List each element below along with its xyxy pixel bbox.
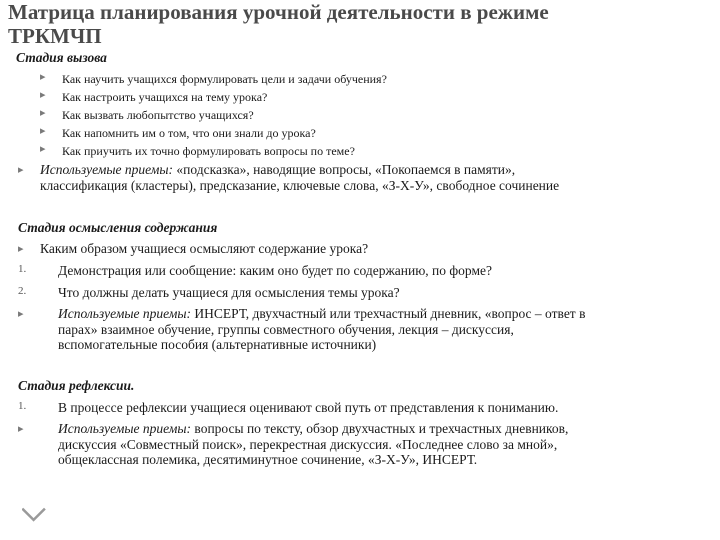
slide-title-line1: Матрица планирования урочной деятельности в режиме <box>8 0 549 24</box>
question-text: Как вызвать любопытство учащихся? <box>62 108 254 122</box>
item-text: Что должны делать учащиеся для осмысления темы урока? <box>58 285 400 300</box>
item-number: 2. <box>18 285 27 297</box>
triangle-bullet-icon: ▸ <box>18 423 24 435</box>
methods-line: ИНСЕРТ, двухчастный или трехчастный дневник, «вопрос – ответ в <box>191 306 586 321</box>
triangle-bullet-icon: ▸ <box>18 308 24 320</box>
triangle-bullet-icon: ▸ <box>18 243 24 255</box>
question-text: Как напомнить им о том, что они знали до урока? <box>62 126 316 140</box>
item-text: В процессе рефлексии учащиеся оценивают свой путь от представления к пониманию. <box>58 400 559 415</box>
triangle-bullet-icon: ▸ <box>40 89 46 101</box>
triangle-bullet-icon: ▸ <box>40 125 46 137</box>
methods-line: дискуссия «Совместный поиск», перекрестная дискуссия. «Последнее слово за мной», <box>58 436 558 452</box>
question-text: Каким образом учащиеся осмысляют содержание урока? <box>40 241 369 256</box>
methods-line: классификация (кластеры), предсказание, ключевые слова, «З-Х-У», свободное сочинение <box>40 177 560 193</box>
slide-title-line2: ТРКМЧП <box>8 24 102 48</box>
question-text: Как приучить их точно формулировать вопросы по теме? <box>62 144 355 158</box>
methods-text <box>58 421 718 468</box>
stage-comprehension-title: Стадия осмысления содержания <box>18 220 218 235</box>
item-number: 1. <box>18 400 27 412</box>
methods-line: вопросы по тексту, обзор двухчастных и трехчастных дневников, <box>191 421 569 436</box>
triangle-bullet-icon: ▸ <box>40 143 46 155</box>
methods-line: «подсказка», наводящие вопросы, «Покопаемся в памяти», <box>173 162 516 177</box>
methods-line: вспомогательные пособия (альтернативные источники) <box>58 337 377 352</box>
methods-line: парах» взаимное обучение, группы совместного обучения, лекция – дискуссия, <box>58 321 514 337</box>
corner-chevron-icon <box>22 497 48 523</box>
slide-title <box>8 0 698 48</box>
question-text: Как настроить учащихся на тему урока? <box>62 90 268 104</box>
methods-line: общеклассная полемика, десятиминутное сочинение, «З-Х-У», ИНСЕРТ. <box>58 452 478 467</box>
methods-label: Используемые приемы: <box>58 421 192 436</box>
question-text: Как научить учащихся формулировать цели и задачи обучения? <box>62 72 387 86</box>
methods-label: Используемые приемы: <box>58 306 192 321</box>
triangle-bullet-icon: ▸ <box>40 107 46 119</box>
item-number: 1. <box>18 263 27 275</box>
methods-text <box>58 306 718 353</box>
triangle-bullet-icon: ▸ <box>18 164 24 176</box>
stage-reflection-title: Стадия рефлексии. <box>18 378 135 393</box>
item-text: Демонстрация или сообщение: каким оно будет по содержанию, по форме? <box>58 263 492 278</box>
triangle-bullet-icon: ▸ <box>40 71 46 83</box>
methods-label: Используемые приемы: <box>40 162 174 177</box>
stage-call-title: Стадия вызова <box>16 50 107 65</box>
methods-text <box>40 162 710 193</box>
